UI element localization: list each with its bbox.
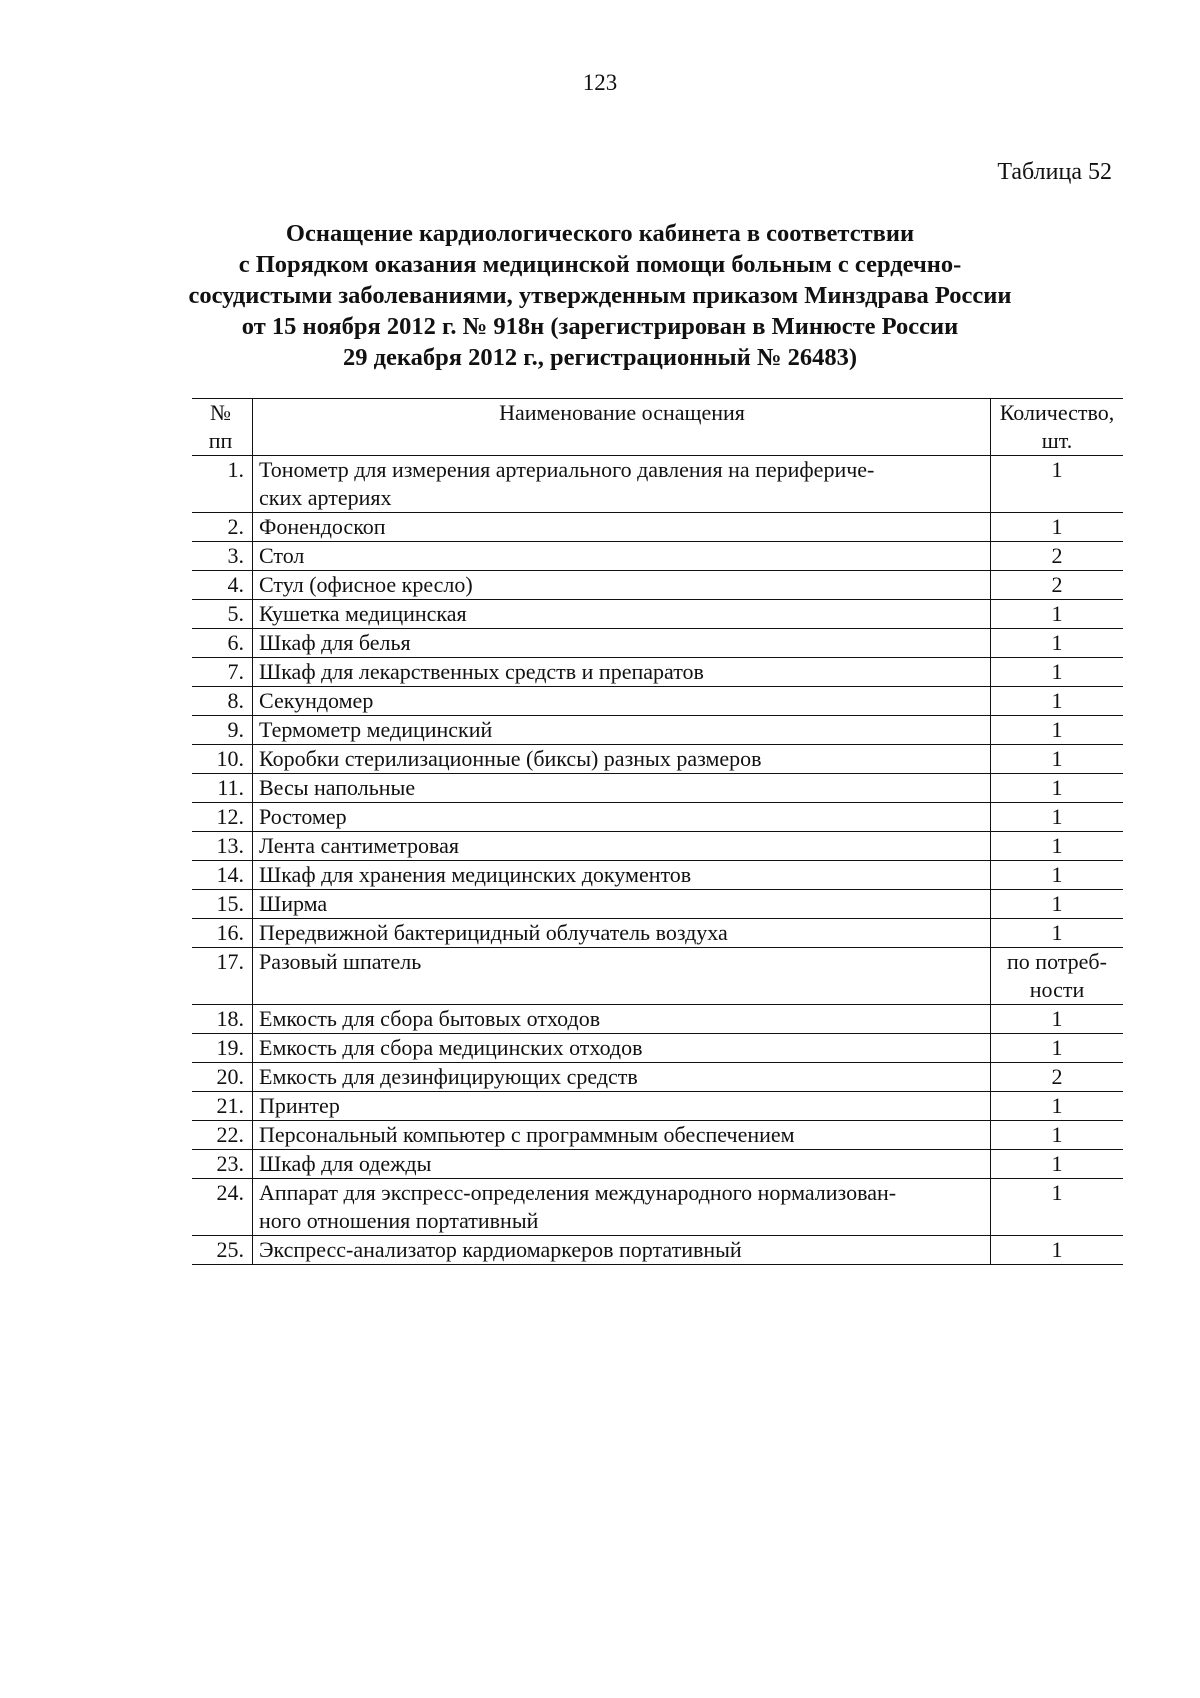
equipment-name: Передвижной бактерицидный облучатель воздуха xyxy=(253,919,991,948)
table-row xyxy=(192,1092,1123,1121)
equipment-name: Персональный компьютер с программным обеспечением xyxy=(253,1121,991,1150)
table-row xyxy=(192,629,1123,658)
row-number: 16. xyxy=(192,919,253,948)
table-row xyxy=(192,716,1123,745)
table-row xyxy=(192,1063,1123,1092)
title-line: Оснащение кардиологического кабинета в соответствии xyxy=(285,220,915,247)
table-row xyxy=(192,774,1123,803)
table-row xyxy=(192,1179,1123,1236)
equipment-quantity: 1 xyxy=(991,629,1124,658)
row-number: 13. xyxy=(192,832,253,861)
title-line: 29 декабря 2012 г., регистрационный № 26483) xyxy=(342,344,858,371)
table-row xyxy=(192,1034,1123,1063)
row-number: 21. xyxy=(192,1092,253,1121)
equipment-quantity: 1 xyxy=(991,861,1124,890)
row-number: 11. xyxy=(192,774,253,803)
equipment-quantity: 2 xyxy=(991,571,1124,600)
equipment-quantity: 1 xyxy=(991,658,1124,687)
equipment-quantity: 1 xyxy=(991,513,1124,542)
row-number: 20. xyxy=(192,1063,253,1092)
row-number: 14. xyxy=(192,861,253,890)
equipment-name-line2: ного отношения портативный xyxy=(259,1208,539,1233)
equipment-name-line2: ских артериях xyxy=(259,485,392,510)
table-row xyxy=(192,456,1123,513)
equipment-quantity: 1 xyxy=(991,1121,1124,1150)
table-row xyxy=(192,513,1123,542)
row-number: 17. xyxy=(192,948,253,1005)
table-row xyxy=(192,890,1123,919)
equipment-name: Коробки стерилизационные (биксы) разных размеров xyxy=(253,745,991,774)
row-number: 6. xyxy=(192,629,253,658)
title-line: от 15 ноября 2012 г. № 918н (зарегистрирован в Минюсте России xyxy=(241,313,959,340)
table-row xyxy=(192,948,1123,1005)
equipment-quantity: 1 xyxy=(991,456,1124,513)
quantity-line2: ности xyxy=(1029,977,1085,1002)
equipment-table xyxy=(192,398,1123,1265)
equipment-quantity: 1 xyxy=(991,1092,1124,1121)
equipment-name: Ширма xyxy=(253,890,991,919)
equipment-name-line1: Аппарат для экспресс-определения международного нормализован- xyxy=(259,1180,897,1205)
equipment-quantity: 1 xyxy=(991,774,1124,803)
row-number: 23. xyxy=(192,1150,253,1179)
row-number: 24. xyxy=(192,1179,253,1236)
equipment-name xyxy=(253,456,991,513)
equipment-name: Шкаф для лекарственных средств и препаратов xyxy=(253,658,991,687)
equipment-name: Стул (офисное кресло) xyxy=(253,571,991,600)
equipment-name xyxy=(253,1179,991,1236)
row-number: 5. xyxy=(192,600,253,629)
quantity-line1: по потреб- xyxy=(1007,949,1107,974)
row-number: 4. xyxy=(192,571,253,600)
table-row xyxy=(192,571,1123,600)
equipment-name: Фонендоскоп xyxy=(253,513,991,542)
equipment-name: Лента сантиметровая xyxy=(253,832,991,861)
equipment-quantity: 1 xyxy=(991,890,1124,919)
table-row xyxy=(192,1236,1123,1265)
equipment-name: Шкаф для одежды xyxy=(253,1150,991,1179)
row-number: 25. xyxy=(192,1236,253,1265)
equipment-quantity: 2 xyxy=(991,542,1124,571)
header-number-line1: № xyxy=(210,400,231,425)
equipment-quantity: 1 xyxy=(991,1236,1124,1265)
table-row xyxy=(192,1005,1123,1034)
equipment-quantity: 1 xyxy=(991,600,1124,629)
equipment-name: Кушетка медицинская xyxy=(253,600,991,629)
header-number-line2: пп xyxy=(208,428,233,453)
header-number xyxy=(192,399,253,456)
row-number: 9. xyxy=(192,716,253,745)
row-number: 7. xyxy=(192,658,253,687)
row-number: 19. xyxy=(192,1034,253,1063)
row-number: 8. xyxy=(192,687,253,716)
row-number: 12. xyxy=(192,803,253,832)
equipment-quantity: 1 xyxy=(991,803,1124,832)
table-row xyxy=(192,1121,1123,1150)
header-quantity xyxy=(991,399,1124,456)
equipment-name: Секундомер xyxy=(253,687,991,716)
table-row xyxy=(192,803,1123,832)
table-body xyxy=(192,456,1123,1265)
row-number: 1. xyxy=(192,456,253,513)
equipment-name: Термометр медицинский xyxy=(253,716,991,745)
equipment-name: Емкость для сбора бытовых отходов xyxy=(253,1005,991,1034)
page-number: 123 xyxy=(582,70,618,95)
equipment-quantity: 2 xyxy=(991,1063,1124,1092)
equipment-quantity: 1 xyxy=(991,716,1124,745)
row-number: 18. xyxy=(192,1005,253,1034)
equipment-name: Стол xyxy=(253,542,991,571)
table-row xyxy=(192,919,1123,948)
table-caption: Таблица 52 xyxy=(997,159,1112,185)
equipment-quantity: 1 xyxy=(991,1005,1124,1034)
equipment-quantity: 1 xyxy=(991,919,1124,948)
table-row xyxy=(192,832,1123,861)
table-row xyxy=(192,542,1123,571)
equipment-quantity: 1 xyxy=(991,832,1124,861)
row-number: 22. xyxy=(192,1121,253,1150)
header-quantity-line1: Количество, xyxy=(999,400,1115,425)
equipment-quantity: 1 xyxy=(991,745,1124,774)
equipment-quantity: 1 xyxy=(991,1179,1124,1236)
table-row xyxy=(192,745,1123,774)
title-line: сосудистыми заболеваниями, утвержденным приказом Минздрава России xyxy=(188,282,1012,309)
table-row xyxy=(192,687,1123,716)
equipment-name: Шкаф для хранения медицинских документов xyxy=(253,861,991,890)
header-quantity-line2: шт. xyxy=(1041,428,1073,453)
table-row xyxy=(192,1150,1123,1179)
row-number: 2. xyxy=(192,513,253,542)
table-header-row xyxy=(192,399,1123,456)
equipment-name: Шкаф для белья xyxy=(253,629,991,658)
equipment-quantity: 1 xyxy=(991,1150,1124,1179)
equipment-name: Емкость для дезинфицирующих средств xyxy=(253,1063,991,1092)
equipment-name: Весы напольные xyxy=(253,774,991,803)
equipment-name: Разовый шпатель xyxy=(253,948,991,1005)
table-row xyxy=(192,600,1123,629)
table-row xyxy=(192,861,1123,890)
equipment-name: Экспресс-анализатор кардиомаркеров портативный xyxy=(253,1236,991,1265)
equipment-quantity xyxy=(991,948,1124,1005)
equipment-name: Ростомер xyxy=(253,803,991,832)
equipment-name: Емкость для сбора медицинских отходов xyxy=(253,1034,991,1063)
document-title xyxy=(150,218,1050,373)
equipment-name: Принтер xyxy=(253,1092,991,1121)
title-line: с Порядком оказания медицинской помощи больным с сердечно- xyxy=(238,251,962,278)
equipment-name-line1: Тонометр для измерения артериального давления на перифериче- xyxy=(259,457,875,482)
row-number: 15. xyxy=(192,890,253,919)
header-name: Наименование оснащения xyxy=(253,399,991,456)
row-number: 10. xyxy=(192,745,253,774)
equipment-quantity: 1 xyxy=(991,1034,1124,1063)
row-number: 3. xyxy=(192,542,253,571)
equipment-quantity: 1 xyxy=(991,687,1124,716)
table-row xyxy=(192,658,1123,687)
